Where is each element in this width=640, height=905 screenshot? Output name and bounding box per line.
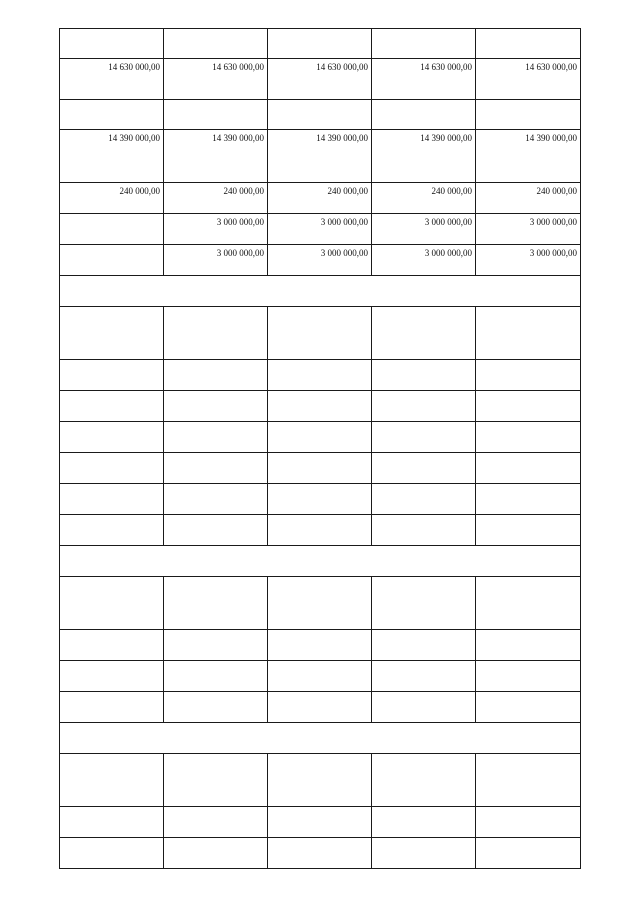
table-cell [372,515,476,546]
table-cell: 14 390 000,00 [476,130,581,183]
table-cell [164,661,268,692]
table-cell: 240 000,00 [164,183,268,214]
table-cell [268,661,372,692]
table-cell [164,360,268,391]
table-row [60,29,581,59]
table-cell: 3 000 000,00 [164,214,268,245]
table-cell [164,29,268,59]
table-cell [60,29,164,59]
table-cell [164,422,268,453]
table-row [60,391,581,422]
table-cell [60,391,164,422]
table-cell: 14 390 000,00 [60,130,164,183]
table-cell: 3 000 000,00 [372,214,476,245]
table-cell [372,807,476,838]
table-cell [268,29,372,59]
table-cell [476,100,581,130]
table-cell: 240 000,00 [372,183,476,214]
table-cell [372,661,476,692]
table-row [60,484,581,515]
table-cell [476,630,581,661]
table-cell [476,422,581,453]
table-cell [372,754,476,807]
data-table [59,28,581,869]
table-cell [476,391,581,422]
table-cell [476,515,581,546]
table-row [60,630,581,661]
table-cell [476,577,581,630]
table-cell [60,754,164,807]
table-cell [164,484,268,515]
table-cell [164,692,268,723]
table-row [60,214,581,245]
table-cell: 3 000 000,00 [476,245,581,276]
table-cell [372,100,476,130]
table-cell [60,245,164,276]
table-cell [164,515,268,546]
table-cell [372,453,476,484]
table-cell [372,360,476,391]
table-row [60,577,581,630]
table-cell [476,484,581,515]
table-row [60,183,581,214]
table-cell [60,807,164,838]
table-cell [268,391,372,422]
table-cell [268,422,372,453]
table-cell [164,453,268,484]
table-cell [476,360,581,391]
table-cell [60,838,164,869]
table-cell [60,422,164,453]
table-cell [268,577,372,630]
table-cell: 3 000 000,00 [268,214,372,245]
table-row [60,59,581,100]
table-cell: 14 630 000,00 [268,59,372,100]
table-row [60,422,581,453]
table-cell: 3 000 000,00 [268,245,372,276]
table-cell [60,661,164,692]
table-row [60,100,581,130]
table-cell [372,484,476,515]
table-cell [268,807,372,838]
table-cell [372,391,476,422]
table-cell: 240 000,00 [60,183,164,214]
table-cell: 14 630 000,00 [372,59,476,100]
table-row [60,807,581,838]
table-cell [164,100,268,130]
table-cell [476,807,581,838]
table-row [60,661,581,692]
table-cell [164,307,268,360]
table-cell [164,391,268,422]
table-cell [476,754,581,807]
table-row [60,453,581,484]
table-cell [268,515,372,546]
table-cell [476,29,581,59]
section-row [60,723,581,754]
section-cell [60,276,581,307]
table-cell [268,453,372,484]
table-cell [268,307,372,360]
table-cell [372,630,476,661]
table-cell [476,692,581,723]
table-cell: 3 000 000,00 [372,245,476,276]
table-cell [268,838,372,869]
table-row [60,245,581,276]
table-cell [60,307,164,360]
table-cell: 14 390 000,00 [372,130,476,183]
table-cell [60,515,164,546]
table-cell [268,484,372,515]
table-cell: 14 630 000,00 [164,59,268,100]
table-cell [372,422,476,453]
table-cell [60,484,164,515]
table-cell: 14 630 000,00 [476,59,581,100]
table-cell [268,360,372,391]
section-cell [60,723,581,754]
table-cell: 3 000 000,00 [164,245,268,276]
table-row [60,692,581,723]
table-row [60,360,581,391]
table-row [60,130,581,183]
table-cell [268,692,372,723]
table-cell [60,360,164,391]
table-cell: 14 390 000,00 [164,130,268,183]
table-cell [60,577,164,630]
table-cell [268,100,372,130]
table-cell [372,692,476,723]
table-cell: 14 390 000,00 [268,130,372,183]
table-cell [268,630,372,661]
table-cell: 14 630 000,00 [60,59,164,100]
table-cell: 240 000,00 [268,183,372,214]
table-cell [476,453,581,484]
table-cell [60,630,164,661]
table-cell [372,307,476,360]
section-row [60,546,581,577]
table-cell [164,754,268,807]
table-cell [372,838,476,869]
table-cell [372,29,476,59]
section-cell [60,546,581,577]
table-cell [164,630,268,661]
table-row [60,838,581,869]
table-row [60,307,581,360]
table-cell [372,577,476,630]
table-cell [60,100,164,130]
table-cell [476,307,581,360]
table-cell [164,577,268,630]
section-row [60,276,581,307]
table-cell [164,807,268,838]
table-cell: 240 000,00 [476,183,581,214]
table-cell [60,692,164,723]
table-cell [476,838,581,869]
table-cell [164,838,268,869]
table-cell [476,661,581,692]
table-cell [60,214,164,245]
table-cell [268,754,372,807]
table-cell: 3 000 000,00 [476,214,581,245]
table-body [60,29,581,869]
table-row [60,754,581,807]
table-row [60,515,581,546]
table-cell [60,453,164,484]
